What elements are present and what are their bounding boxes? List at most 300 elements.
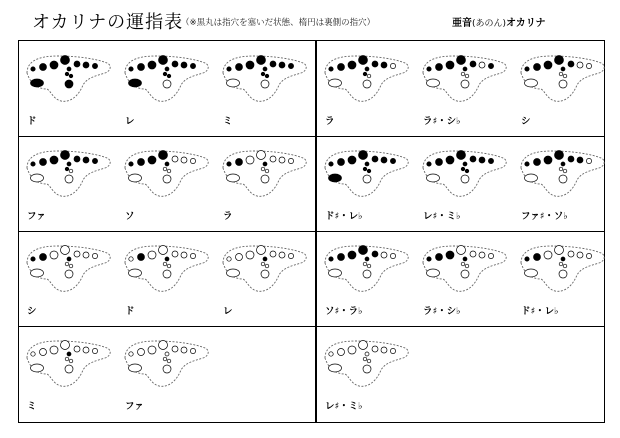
closed-hole (263, 67, 267, 71)
open-hole (363, 365, 371, 373)
open-hole (138, 349, 145, 356)
fingering-cell (513, 136, 611, 231)
closed-hole (436, 254, 443, 261)
open-hole (40, 349, 47, 356)
closed-hole (457, 151, 466, 160)
open-hole (246, 251, 254, 259)
closed-hole (159, 56, 168, 65)
note-label: シ (521, 116, 531, 127)
open-hole (586, 253, 591, 258)
closed-hole (67, 67, 71, 71)
open-hole (165, 352, 169, 356)
open-hole (261, 175, 269, 183)
closed-hole (479, 157, 485, 163)
open-hole (163, 270, 171, 278)
note-label: ラ (223, 211, 233, 222)
open-hole (74, 346, 80, 352)
open-hole (261, 262, 265, 266)
closed-hole (65, 72, 69, 76)
open-hole (363, 262, 367, 266)
open-hole (181, 347, 187, 353)
closed-hole (372, 251, 378, 257)
open-hole (167, 264, 171, 268)
open-hole (172, 156, 178, 162)
open-hole (363, 80, 371, 88)
closed-hole (65, 80, 73, 88)
open-hole (69, 169, 73, 173)
closed-hole (129, 67, 133, 71)
closed-hole (561, 162, 565, 166)
closed-hole (67, 162, 71, 166)
open-hole (129, 352, 133, 356)
closed-hole (470, 61, 476, 67)
closed-hole (427, 257, 431, 261)
closed-hole (372, 156, 378, 162)
closed-hole (561, 257, 565, 261)
open-hole (181, 252, 187, 258)
open-hole (288, 253, 293, 258)
fingering-cell (215, 231, 313, 326)
fingering-cell (117, 136, 215, 231)
open-hole (270, 251, 276, 257)
open-hole (172, 346, 178, 352)
closed-hole (69, 74, 73, 78)
closed-hole (465, 169, 469, 173)
closed-hole (67, 352, 71, 356)
closed-hole (74, 61, 80, 67)
open-hole (279, 157, 285, 163)
fingering-cell (513, 41, 611, 136)
closed-hole (61, 56, 70, 65)
closed-hole (348, 61, 356, 69)
note-label: レ (223, 306, 233, 317)
open-hole (525, 269, 538, 277)
open-hole (563, 264, 567, 268)
closed-hole (50, 156, 58, 164)
open-hole (148, 346, 156, 354)
open-hole (555, 246, 564, 255)
open-hole (261, 80, 269, 88)
fingering-cell (317, 231, 415, 326)
closed-hole (138, 254, 145, 261)
open-hole (129, 364, 142, 372)
open-hole (92, 253, 97, 258)
closed-hole (534, 254, 541, 261)
closed-hole (83, 157, 89, 163)
closed-hole (534, 159, 541, 166)
closed-hole (181, 62, 187, 68)
closed-hole (446, 61, 454, 69)
fingering-cell (19, 326, 117, 421)
fingering-chart (18, 40, 605, 423)
open-hole (461, 72, 465, 76)
open-hole (181, 157, 187, 163)
fingering-cell (19, 136, 117, 231)
closed-hole (365, 67, 369, 71)
closed-hole (544, 156, 552, 164)
closed-hole (61, 151, 70, 160)
open-hole (329, 352, 333, 356)
open-hole (227, 174, 240, 182)
note-label: ミ (27, 401, 37, 412)
open-hole (363, 357, 367, 361)
open-hole (544, 251, 552, 259)
open-hole (190, 253, 195, 258)
closed-hole (457, 56, 466, 65)
open-hole (69, 264, 73, 268)
open-hole (159, 341, 168, 350)
closed-hole (163, 72, 167, 76)
legend-note: （※黒丸は指穴を塞いだ状態、楕円は裏側の指穴） (181, 18, 376, 28)
note-label: レ♯・ミ♭ (423, 211, 461, 222)
closed-hole (555, 56, 564, 65)
closed-hole (436, 64, 443, 71)
open-hole (348, 346, 356, 354)
closed-hole (338, 159, 345, 166)
open-hole (367, 74, 371, 78)
open-hole (163, 80, 171, 88)
closed-hole (463, 162, 467, 166)
open-hole (470, 251, 476, 257)
fingering-cell (415, 136, 513, 231)
closed-hole (365, 257, 369, 261)
closed-hole (83, 62, 89, 68)
open-hole (461, 270, 469, 278)
note-label: ド♯・レ♭ (521, 306, 559, 317)
open-hole (65, 262, 69, 266)
open-hole (525, 79, 538, 87)
open-hole (563, 169, 567, 173)
closed-hole (359, 246, 368, 255)
open-hole (479, 252, 485, 258)
closed-hole (165, 67, 169, 71)
fingering-cell (513, 231, 611, 326)
fingering-cell (117, 41, 215, 136)
open-hole (363, 175, 371, 183)
open-hole (329, 269, 342, 277)
note-label: ソ♯・ラ♭ (325, 306, 363, 317)
brand-tail: オカリナ (506, 18, 546, 29)
closed-hole (31, 67, 35, 71)
open-hole (559, 80, 567, 88)
note-label: ファ (27, 211, 46, 222)
open-hole (559, 270, 567, 278)
open-hole (74, 251, 80, 257)
open-hole (31, 364, 44, 372)
closed-hole (359, 56, 368, 65)
closed-hole (381, 62, 387, 68)
open-hole (577, 252, 583, 258)
note-label: ラ (325, 116, 335, 127)
closed-hole (172, 61, 178, 67)
closed-hole (488, 63, 493, 68)
note-label: ファ♯・ソ♭ (521, 211, 568, 222)
closed-hole (92, 158, 97, 163)
closed-hole (338, 64, 345, 71)
note-label: ソ (125, 211, 135, 222)
open-hole (129, 257, 133, 261)
closed-hole (227, 67, 231, 71)
open-hole (488, 253, 493, 258)
open-hole (227, 79, 240, 87)
closed-hole (159, 151, 168, 160)
open-hole (61, 246, 70, 255)
open-hole (257, 246, 266, 255)
closed-hole (461, 167, 465, 171)
closed-hole (363, 72, 367, 76)
note-label: ド (27, 116, 37, 127)
closed-hole (525, 162, 529, 166)
open-hole (381, 252, 387, 258)
open-hole (363, 270, 371, 278)
closed-hole (359, 151, 368, 160)
closed-hole (270, 61, 276, 67)
open-hole (265, 169, 269, 173)
closed-hole (544, 61, 552, 69)
closed-hole (329, 174, 342, 182)
open-hole (427, 269, 440, 277)
note-label: ド (125, 306, 135, 317)
fingering-cell (317, 136, 415, 231)
open-hole (390, 63, 395, 68)
fingering-cell (117, 231, 215, 326)
open-hole (367, 359, 371, 363)
open-hole (163, 365, 171, 373)
open-hole (329, 364, 342, 372)
closed-hole (92, 63, 97, 68)
closed-hole (329, 257, 333, 261)
closed-hole (372, 61, 378, 67)
open-hole (465, 264, 469, 268)
open-hole (261, 270, 269, 278)
closed-hole (288, 63, 293, 68)
open-hole (172, 251, 178, 257)
closed-hole (138, 64, 145, 71)
fingering-cell (19, 231, 117, 326)
open-hole (190, 348, 195, 353)
open-hole (61, 341, 70, 350)
closed-hole (446, 156, 454, 164)
closed-hole (165, 257, 169, 261)
closed-hole (50, 61, 58, 69)
closed-hole (488, 158, 493, 163)
open-hole (257, 151, 266, 160)
closed-hole (65, 167, 69, 171)
open-hole (261, 167, 265, 171)
fingering-cell (215, 136, 313, 231)
closed-hole (263, 257, 267, 261)
closed-hole (236, 64, 243, 71)
open-hole (167, 359, 171, 363)
open-hole (427, 79, 440, 87)
open-hole (163, 262, 167, 266)
closed-hole (427, 67, 431, 71)
open-hole (559, 72, 563, 76)
closed-hole (67, 257, 71, 261)
open-hole (129, 174, 142, 182)
open-hole (461, 175, 469, 183)
open-hole (586, 63, 591, 68)
closed-hole (525, 257, 529, 261)
open-hole (129, 269, 142, 277)
open-hole (246, 156, 254, 164)
open-hole (50, 346, 58, 354)
open-hole (159, 246, 168, 255)
note-label: ファ (125, 401, 144, 412)
fingering-cell (117, 326, 215, 421)
open-hole (338, 349, 345, 356)
closed-hole (129, 79, 142, 87)
closed-hole (138, 159, 145, 166)
closed-hole (577, 157, 583, 163)
open-hole (227, 269, 240, 277)
closed-hole (129, 162, 133, 166)
open-hole (372, 346, 378, 352)
open-hole (559, 262, 563, 266)
closed-hole (190, 63, 195, 68)
note-label: レ (125, 116, 135, 127)
closed-hole (363, 167, 367, 171)
open-hole (65, 175, 73, 183)
open-hole (190, 158, 195, 163)
closed-hole (338, 254, 345, 261)
brand-main: 亜音 (452, 18, 472, 29)
closed-hole (555, 151, 564, 160)
open-hole (148, 251, 156, 259)
closed-hole (263, 162, 267, 166)
open-hole (167, 169, 171, 173)
note-label: シ (27, 306, 37, 317)
page-title: オカリナの運指表 (32, 12, 184, 33)
open-hole (50, 251, 58, 259)
open-hole (31, 269, 44, 277)
closed-hole (568, 61, 574, 67)
closed-hole (365, 162, 369, 166)
closed-hole (40, 254, 47, 261)
closed-hole (148, 156, 156, 164)
open-hole (525, 174, 538, 182)
open-hole (163, 175, 171, 183)
closed-hole (227, 162, 231, 166)
open-hole (427, 174, 440, 182)
closed-hole (74, 156, 80, 162)
open-hole (65, 357, 69, 361)
open-hole (279, 252, 285, 258)
closed-hole (329, 162, 333, 166)
closed-hole (427, 162, 431, 166)
open-hole (461, 80, 469, 88)
closed-hole (40, 64, 47, 71)
closed-hole (470, 156, 476, 162)
brand-paren: (あのん) (472, 19, 507, 29)
closed-hole (568, 156, 574, 162)
fingering-cell (317, 326, 415, 421)
open-hole (465, 74, 469, 78)
open-hole (479, 62, 485, 68)
note-label: ド♯・レ♭ (325, 211, 363, 222)
open-hole (69, 359, 73, 363)
closed-hole (265, 74, 269, 78)
open-hole (390, 348, 395, 353)
closed-hole (31, 257, 35, 261)
open-hole (559, 175, 567, 183)
note-label: ミ (223, 116, 233, 127)
open-hole (236, 254, 243, 261)
closed-hole (167, 74, 171, 78)
open-hole (92, 348, 97, 353)
open-hole (227, 257, 231, 261)
closed-hole (31, 162, 35, 166)
closed-hole (525, 67, 529, 71)
open-hole (365, 352, 369, 356)
closed-hole (348, 156, 356, 164)
closed-hole (436, 159, 443, 166)
closed-hole (261, 72, 265, 76)
fingering-cell (19, 41, 117, 136)
closed-hole (367, 169, 371, 173)
closed-hole (236, 159, 243, 166)
open-hole (563, 74, 567, 78)
closed-hole (257, 56, 266, 65)
closed-hole (561, 67, 565, 71)
fingering-cell (415, 41, 513, 136)
open-hole (65, 365, 73, 373)
closed-hole (148, 61, 156, 69)
closed-hole (463, 67, 467, 71)
open-hole (265, 264, 269, 268)
open-hole (577, 62, 583, 68)
open-hole (31, 352, 35, 356)
closed-hole (534, 64, 541, 71)
open-hole (390, 253, 395, 258)
closed-hole (390, 158, 395, 163)
open-hole (83, 347, 89, 353)
closed-hole (329, 67, 333, 71)
fingering-cell (415, 231, 513, 326)
closed-hole (279, 62, 285, 68)
open-hole (163, 167, 167, 171)
open-hole (163, 357, 167, 361)
fingering-cell (215, 41, 313, 136)
open-hole (586, 158, 591, 163)
closed-hole (165, 162, 169, 166)
open-hole (381, 347, 387, 353)
open-hole (559, 167, 563, 171)
open-hole (568, 251, 574, 257)
open-hole (83, 252, 89, 258)
closed-hole (31, 79, 44, 87)
closed-hole (381, 157, 387, 163)
open-hole (270, 156, 276, 162)
note-label: レ♯・ミ♭ (325, 401, 363, 412)
open-hole (329, 79, 342, 87)
open-hole (359, 341, 368, 350)
closed-hole (348, 251, 356, 259)
open-hole (288, 158, 293, 163)
open-hole (65, 270, 73, 278)
note-label: ラ♯・シ♭ (423, 306, 461, 317)
closed-hole (40, 159, 47, 166)
open-hole (367, 264, 371, 268)
closed-hole (246, 61, 254, 69)
open-hole (461, 262, 465, 266)
brand-label (452, 14, 546, 29)
open-hole (31, 174, 44, 182)
open-hole (457, 246, 466, 255)
fingering-cell (317, 41, 415, 136)
closed-hole (463, 257, 467, 261)
closed-hole (446, 251, 454, 259)
